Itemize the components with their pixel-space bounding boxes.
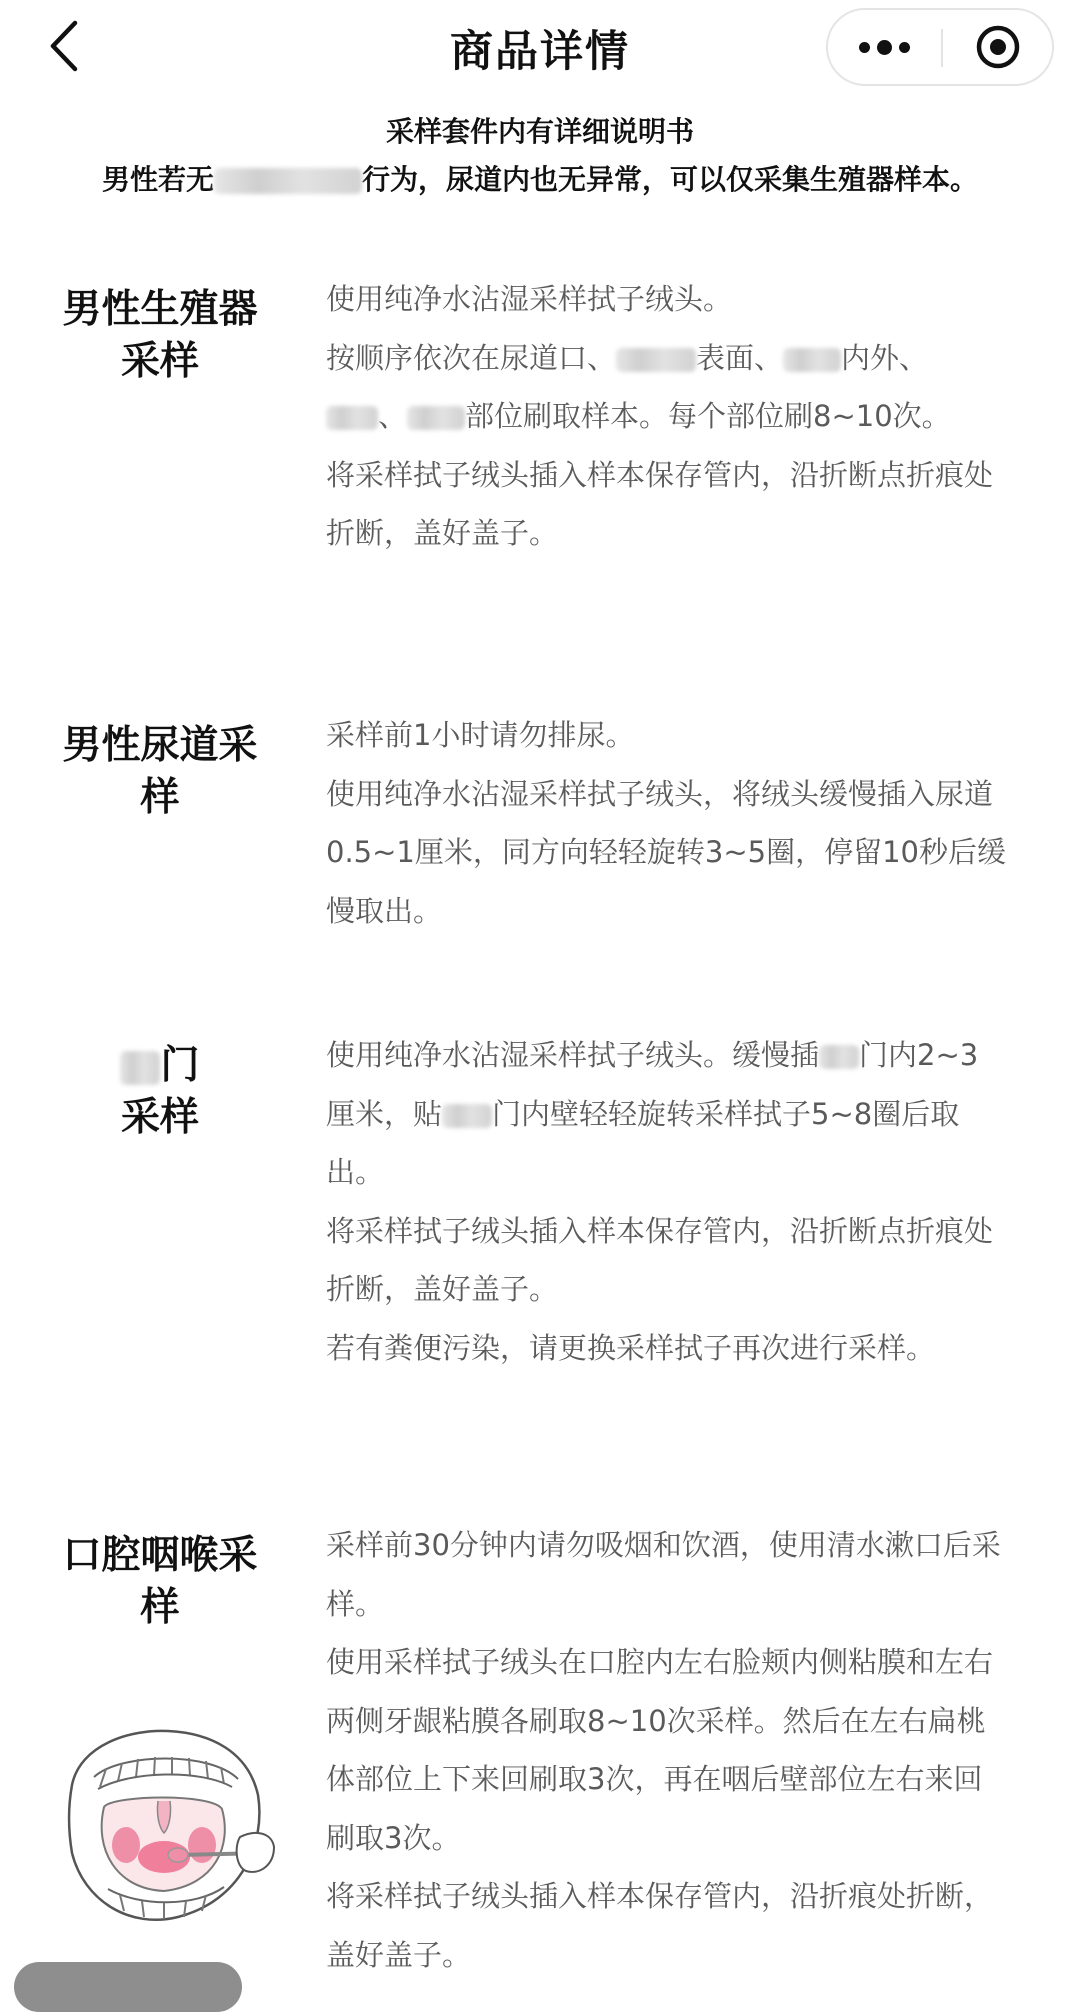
section-body-male-genital [326, 270, 1006, 563]
section-label-redacted: 门 采样 [120, 1043, 200, 1140]
redacted-text [407, 406, 465, 430]
section-body-redacted [326, 1026, 1006, 1377]
redacted-text [819, 1045, 859, 1069]
redacted-text [326, 406, 378, 430]
instruction-text: 将采样拭子绒头插入样本保存管内，沿折痕处折断，盖好盖子。 [326, 1879, 994, 1972]
instruction-text: 采样前1小时请勿排尿。 [326, 718, 635, 752]
section-label-male-urethra: 男性尿道采样 [62, 723, 258, 820]
instruction-text: 将采样拭子绒头插入样本保存管内，沿折断点折痕处折断，盖好盖子。 [326, 1213, 994, 1306]
instruction-text: 使用纯净水沾湿采样拭子绒头。缓慢插 门内2~3厘米，贴 门内壁轻轻旋转采样拭子5~8圈后取出。 [326, 1038, 979, 1189]
navigation-bar [0, 0, 1080, 92]
redacted-text [783, 348, 841, 372]
page-title: 商品详情 [450, 27, 630, 77]
redacted-text [442, 1104, 492, 1128]
section-label-male-genital: 男性生殖器采样 [62, 287, 258, 384]
more-dots-icon [859, 40, 910, 55]
intro-title: 采样套件内有详细说明书 [385, 115, 694, 148]
intro-note [0, 158, 1080, 198]
redacted-text [616, 348, 696, 372]
intro-note-suffix: 行为，尿道内也无异常，可以仅采集生殖器样本。 [362, 163, 979, 196]
target-close-icon [975, 24, 1021, 70]
more-button[interactable] [828, 10, 941, 84]
instruction-text: 若有粪便污染，请更换采样拭子再次进行采样。 [326, 1330, 936, 1365]
instruction-text: 使用采样拭子绒头在口腔内左右脸颊内侧粘膜和左右两侧牙龈粘膜各刷取8~10次采样。然后在左右扁桃体部位上下来回刷取3次，再在咽后壁部位左右来回刷取3次。 [326, 1645, 994, 1855]
section-body-oral-throat [326, 1516, 1006, 1984]
floating-action-pill[interactable] [14, 1962, 242, 2012]
instruction-text: 将采样拭子绒头插入样本保存管内，沿折断点折痕处折断，盖好盖子。 [326, 457, 994, 550]
throat-swab-illustration-icon [60, 1725, 275, 1930]
redacted-text [120, 1051, 160, 1085]
section-label-oral-throat: 口腔咽喉采样 [62, 1533, 258, 1630]
redacted-text [214, 168, 362, 194]
close-button[interactable] [943, 10, 1052, 84]
section-body-male-urethra [326, 706, 1006, 940]
mini-program-capsule [826, 8, 1054, 86]
instruction-text: 使用纯净水沾湿采样拭子绒头。 [326, 282, 733, 316]
instruction-text: 使用纯净水沾湿采样拭子绒头，将绒头缓慢插入尿道0.5~1厘米，同方向轻轻旋转3~5圈，停留10秒后缓慢取出。 [326, 776, 1006, 928]
intro-note-prefix: 男性若无 [101, 163, 214, 196]
instruction-text: 采样前30分钟内请勿吸烟和饮酒，使用清水漱口后采样。 [326, 1528, 1001, 1621]
instruction-text: 按顺序依次在尿道口、 表面、 内外、 、 部位刷取样本。每个部位刷8~10次。 [326, 340, 951, 433]
